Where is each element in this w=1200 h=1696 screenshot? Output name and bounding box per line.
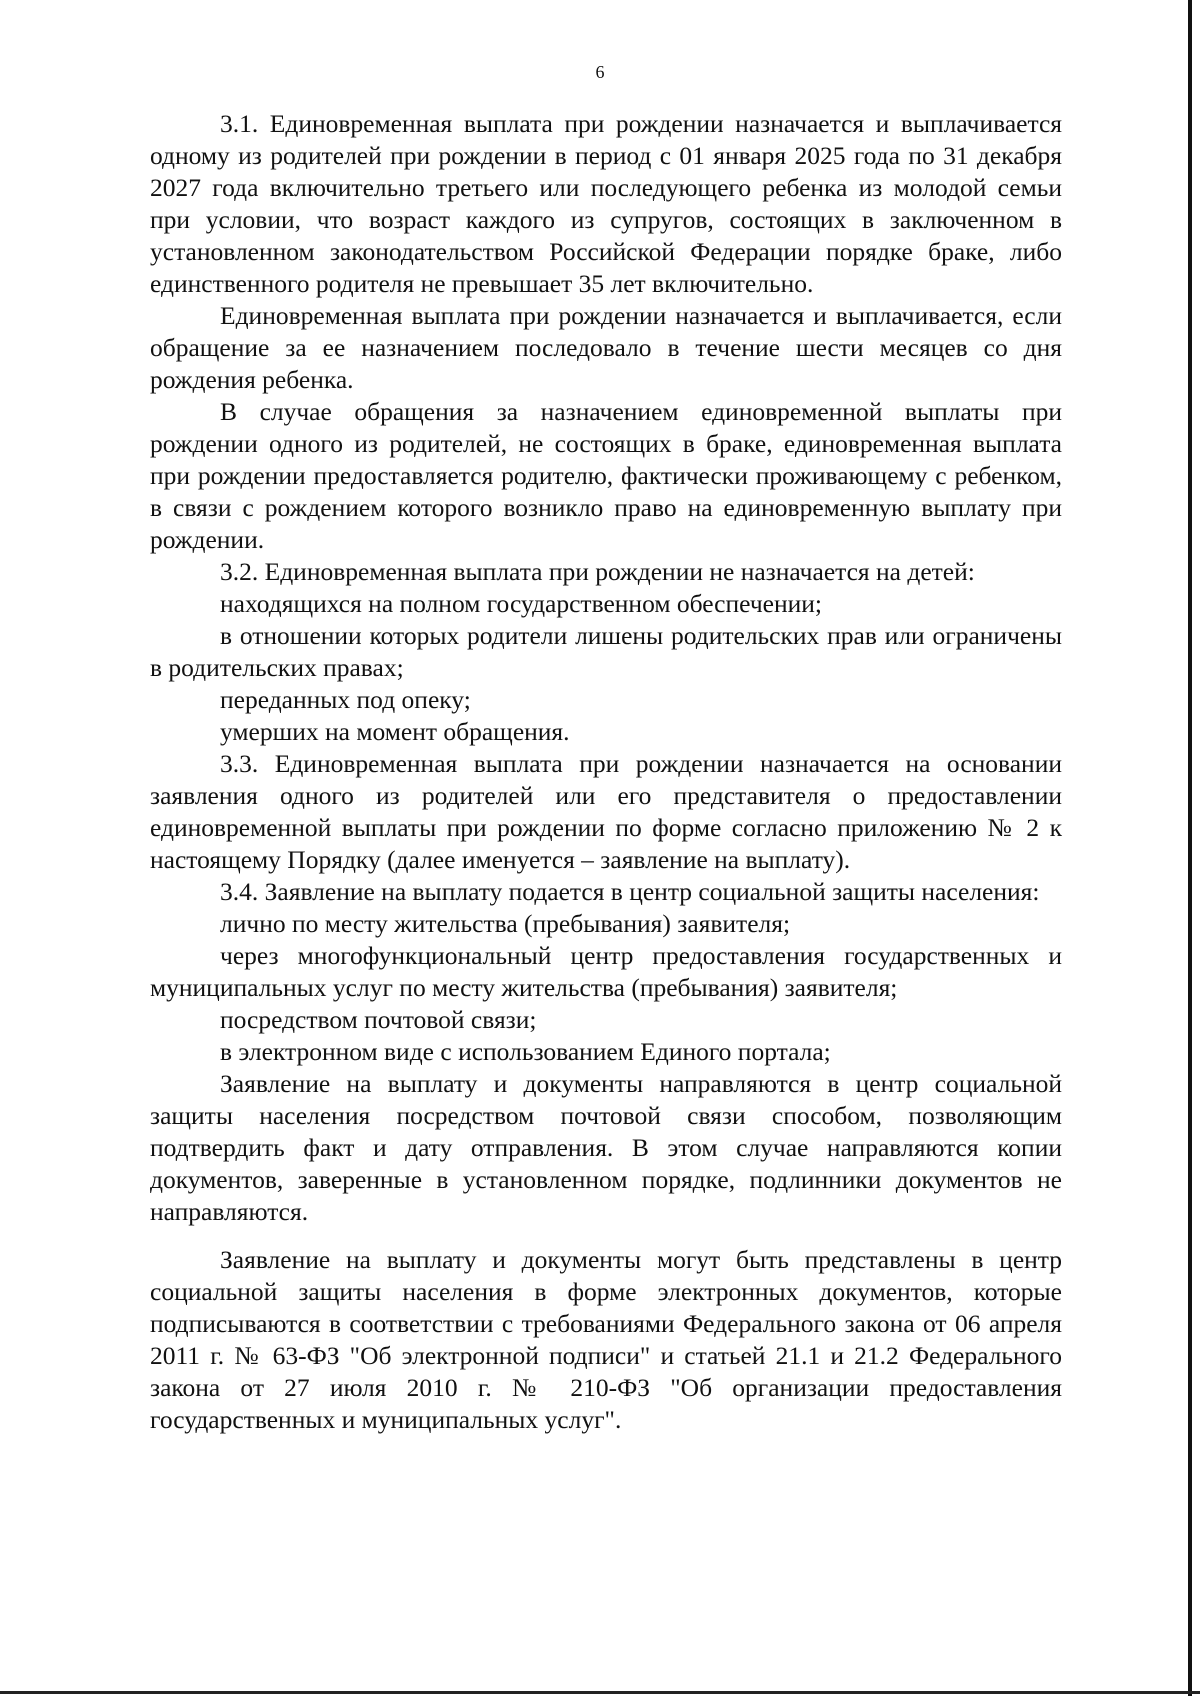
page-number: 6: [595, 62, 605, 82]
paragraph-3-3: 3.3. Единовременная выплата при рождении назначается на основании заявления одного из родителей или его представителя о предоставлении единовременной выплаты при рождении по форме согласно приложению № 2 к настоящему Порядку (далее именуется – заявление на выплату).: [150, 749, 1062, 874]
list-item-deceased: умерших на момент обращения.: [220, 717, 570, 746]
list-item-state-support: находящихся на полном государственном обеспечении;: [220, 589, 823, 618]
paragraph-deadline: Единовременная выплата при рождении назначается и выплачивается, если обращение за ее назначением последовало в течение шести месяцев со дня рождения ребенка.: [150, 301, 1062, 394]
paragraph-3-2: 3.2. Единовременная выплата при рождении не назначается на детей:: [220, 557, 975, 586]
list-item-parental-rights: в отношении которых родители лишены родительских прав или ограничены в родительских правах;: [150, 621, 1062, 682]
paragraph-postal-submission: Заявление на выплату и документы направляются в центр социальной защиты населения посредством почтовой связи способом, позволяющим подтвердить факт и дату отправления. В этом случае направляются копии документов, заверенные в установленном порядке, подлинники документов не направляются.: [150, 1069, 1062, 1226]
paragraph-3-4: 3.4. Заявление на выплату подается в центр социальной защиты населения:: [220, 877, 1040, 906]
list-item-post: посредством почтовой связи;: [220, 1005, 537, 1034]
document-body: [150, 108, 1062, 1436]
paragraph-3-1: 3.1. Единовременная выплата при рождении назначается и выплачивается одному из родителей при рождении в период с 01 января 2025 года по 31 декабря 2027 года включительно третьего или последующего ребенка из молодой семьи при условии, что возраст каждого из супругов, состоящих в заключенном в установленном законодательством Российской Федерации порядке браке, либо единственного родителя не превышает 35 лет включительно.: [150, 109, 1062, 298]
list-item-guardianship: переданных под опеку;: [220, 685, 471, 714]
scan-edge-right: [1188, 0, 1192, 1696]
scan-edge-bottom: [0, 1691, 1200, 1694]
list-item-electronic: в электронном виде с использованием Единого портала;: [220, 1037, 831, 1066]
list-item-in-person: лично по месту жительства (пребывания) заявителя;: [220, 909, 791, 938]
list-item-mfc: через многофункциональный центр предоставления государственных и муниципальных услуг по месту жительства (пребывания) заявителя;: [150, 941, 1062, 1002]
paragraph-electronic-documents: Заявление на выплату и документы могут быть представлены в центр социальной защиты населения в форме электронных документов, которые подписываются в соответствии с требованиями Федерального закона от 06 апреля 2011 г. № 63-ФЗ "Об электронной подписи" и статьей 21.1 и 21.2 Федерального закона от 27 июля 2010 г. № 210-ФЗ "Об организации предоставления государственных и муниципальных услуг".: [150, 1245, 1062, 1434]
paragraph-unmarried-parents: В случае обращения за назначением единовременной выплаты при рождении одного из родителей, не состоящих в браке, единовременная выплата при рождении предоставляется родителю, фактически проживающему с ребенком, в связи с рождением которого возникло право на единовременную выплату при рождении.: [150, 397, 1062, 554]
